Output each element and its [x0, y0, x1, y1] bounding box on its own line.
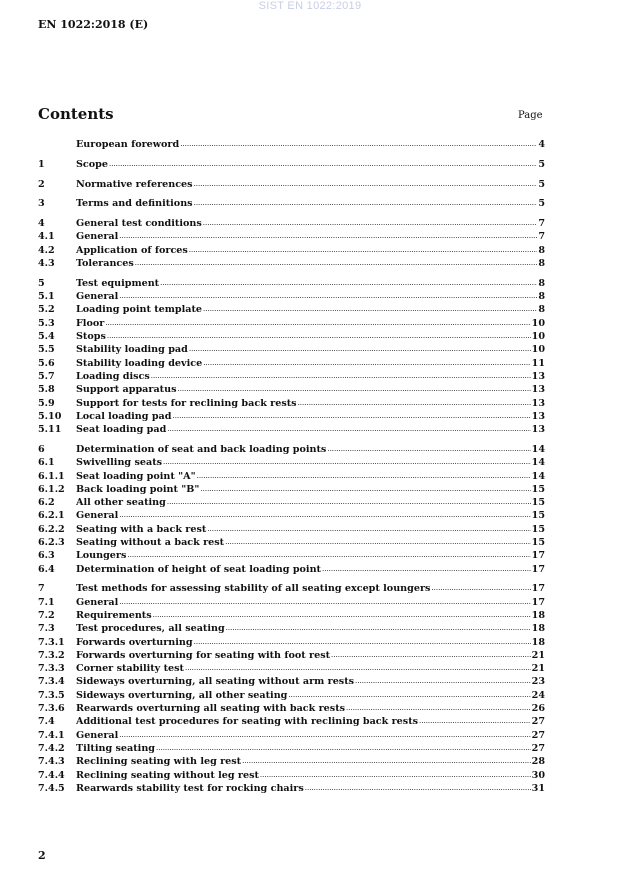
toc-entry-number: 5.1	[38, 291, 55, 303]
toc-entry[interactable]	[38, 178, 545, 191]
toc-entry-number: 6.2.3	[38, 537, 65, 549]
toc-entry[interactable]	[38, 383, 545, 396]
dot-leader	[225, 536, 531, 549]
toc-entry-title: Stability loading pad	[76, 344, 188, 356]
toc-entry-page: 8	[538, 291, 545, 303]
toc-entry-title: General test conditions	[76, 218, 202, 230]
toc-entry-page: 13	[531, 424, 545, 436]
toc-entry-page: 27	[531, 742, 545, 754]
toc-entry-page: 30	[531, 769, 545, 781]
toc-entry-page: 18	[531, 636, 545, 648]
toc-entry-page: 14	[531, 443, 545, 455]
toc-entry[interactable]	[38, 675, 545, 688]
toc-entry-title: Rearwards stability test for rocking chairs	[76, 782, 304, 794]
toc-entry-title: All other seating	[76, 497, 166, 509]
toc-entry-number: 5.9	[38, 397, 55, 409]
toc-entry-number: 7.4.4	[38, 769, 65, 781]
toc-entry-number: 5.11	[38, 424, 62, 436]
dot-leader	[322, 563, 531, 576]
toc-entry-number: 5.5	[38, 344, 55, 356]
toc-entry-number: 3	[38, 198, 45, 210]
dot-leader	[305, 782, 531, 795]
toc-entry-number: 7.3.2	[38, 649, 65, 661]
toc-entry-number: 4.2	[38, 244, 55, 256]
toc-entry-page: 7	[538, 218, 545, 230]
toc-entry-number: 7.4.5	[38, 782, 65, 794]
toc-entry-page: 10	[531, 344, 545, 356]
toc-entry-page: 17	[531, 596, 545, 608]
toc-entry-page: 28	[531, 756, 545, 768]
toc-entry[interactable]	[38, 582, 545, 595]
toc-entry-page: 15	[531, 537, 545, 549]
toc-entry-page: 8	[538, 244, 545, 256]
toc-entry-page: 21	[531, 663, 545, 675]
toc-entry-page: 5	[538, 178, 545, 190]
toc-entry[interactable]	[38, 456, 545, 469]
toc-entry[interactable]	[38, 343, 545, 356]
toc-entry-page: 18	[531, 610, 545, 621]
toc-entry[interactable]	[38, 244, 545, 257]
toc-entry-title: Support apparatus	[76, 384, 177, 396]
toc-entry-number: 7.3.3	[38, 663, 65, 675]
toc-entry-number: 6.2.2	[38, 523, 65, 535]
toc-entry-title: Sideways overturning, all other seating	[76, 689, 288, 701]
toc-entry[interactable]	[38, 330, 545, 343]
toc-entry[interactable]	[38, 622, 545, 635]
toc-entry-title: Seat loading point "A"	[76, 470, 196, 482]
toc-entry-number: 5.6	[38, 357, 55, 369]
toc-entry-page: 31	[531, 782, 545, 794]
dot-leader	[194, 636, 531, 649]
toc-entry[interactable]	[38, 536, 545, 549]
toc-entry-number: 6.1.2	[38, 483, 65, 495]
dot-leader	[194, 197, 538, 210]
toc-entry[interactable]	[38, 277, 545, 290]
toc-entry-title: General	[76, 231, 119, 243]
toc-entry-title: Terms and definitions	[76, 198, 193, 210]
toc-entry-number: 7.4.2	[38, 742, 65, 754]
toc-entry[interactable]	[38, 197, 545, 210]
toc-entry-title: Determination of height of seat loading point	[76, 563, 321, 575]
toc-entry-title: General	[76, 291, 119, 303]
dot-leader	[153, 609, 531, 622]
dot-leader	[163, 456, 531, 469]
toc-entry[interactable]	[38, 742, 545, 755]
toc-entry-number: 5.7	[38, 370, 55, 382]
dot-leader	[160, 277, 537, 290]
toc-entry-page: 13	[531, 384, 545, 396]
toc-entry-number: 1	[38, 158, 45, 170]
toc-entry-page: 13	[531, 370, 545, 382]
toc-entry-page: 5	[538, 198, 545, 210]
toc-entry[interactable]	[38, 483, 545, 496]
dot-leader	[119, 290, 537, 303]
toc-entry-number: 7.4.1	[38, 729, 65, 741]
toc-entry-number: 7.2	[38, 610, 55, 621]
toc-entry-number: 7.3.6	[38, 703, 65, 715]
toc-entry-number: 5.8	[38, 384, 55, 396]
toc-entry-title: Seating with a back rest	[76, 523, 207, 535]
toc-entry-title: Reclining seating with leg rest	[76, 756, 242, 768]
toc-entry-title: Tilting seating	[76, 742, 156, 754]
toc-entry-number: 7.4.3	[38, 756, 65, 768]
toc-entry[interactable]	[38, 290, 545, 303]
toc-entry-title: Loungers	[76, 550, 127, 562]
toc-entry-page: 21	[531, 649, 545, 661]
toc-entry[interactable]	[38, 443, 545, 456]
toc-entry-title: General	[76, 729, 119, 741]
toc-entry-title: Seating without a back rest	[76, 537, 225, 549]
toc-entry-number: 5.2	[38, 304, 55, 316]
toc-entry-title: Rearwards overturning all seating with back rests	[76, 703, 346, 715]
toc-entry-page: 8	[538, 277, 545, 289]
dot-leader	[105, 317, 530, 330]
toc-entry-page: 17	[531, 563, 545, 575]
dot-leader	[327, 443, 530, 456]
toc-entry-number: 5	[38, 277, 45, 289]
toc-entry-number: 6	[38, 443, 45, 455]
toc-entry-number: 2	[38, 178, 45, 190]
toc-entry-title: Stability loading device	[76, 357, 203, 369]
toc-entry-title: Local loading pad	[76, 410, 172, 422]
dot-leader	[127, 549, 530, 562]
dot-leader	[107, 330, 531, 343]
toc-entry-number: 6.1.1	[38, 470, 65, 482]
dot-leader	[260, 769, 531, 782]
toc-entry[interactable]	[38, 662, 545, 675]
toc-entry-page: 10	[531, 331, 545, 343]
toc-entry[interactable]	[38, 755, 545, 768]
dot-leader	[119, 729, 530, 742]
toc-entry-page: 13	[531, 397, 545, 409]
toc-entry[interactable]	[38, 217, 545, 230]
dot-leader	[135, 257, 538, 270]
dot-leader	[207, 523, 530, 536]
toc-entry-title: Stops	[76, 331, 106, 343]
dot-leader	[151, 370, 531, 383]
toc-entry[interactable]	[38, 509, 545, 522]
toc-entry-number: 6.2	[38, 497, 55, 509]
table-of-contents	[38, 138, 545, 795]
toc-entry[interactable]	[38, 410, 545, 423]
toc-entry[interactable]	[38, 230, 545, 243]
toc-entry[interactable]	[38, 563, 545, 576]
dot-leader	[177, 383, 530, 396]
dot-leader	[298, 397, 531, 410]
toc-entry-title: Test procedures, all seating	[76, 623, 225, 635]
toc-entry-title: Test methods for assessing stability of all seating except loungers	[76, 583, 431, 595]
toc-entry[interactable]	[38, 317, 545, 330]
toc-entry-number: 7.3.5	[38, 689, 65, 701]
toc-entry[interactable]	[38, 523, 545, 536]
toc-entry[interactable]	[38, 496, 545, 509]
toc-entry[interactable]	[38, 729, 545, 742]
toc-entry[interactable]	[38, 158, 545, 171]
dot-leader	[419, 715, 531, 728]
toc-entry-title: General	[76, 510, 119, 522]
toc-entry-title: European foreword	[76, 139, 180, 150]
toc-entry-page: 27	[531, 729, 545, 741]
dot-leader	[203, 217, 538, 230]
toc-entry-page: 17	[531, 583, 545, 595]
toc-entry-number: 7.1	[38, 596, 55, 608]
page-title: Contents	[38, 105, 114, 123]
toc-entry-title: Tolerances	[76, 258, 134, 270]
toc-entry[interactable]	[38, 357, 545, 370]
toc-entry-title: Forwards overturning	[76, 636, 193, 648]
toc-entry-page: 14	[531, 457, 545, 469]
toc-entry-number: 7	[38, 583, 45, 595]
dot-leader	[167, 496, 531, 509]
toc-entry-number: 7.4	[38, 716, 55, 728]
toc-entry-title: Loading discs	[76, 370, 150, 382]
toc-entry-title: Application of forces	[76, 244, 188, 256]
toc-entry[interactable]	[38, 702, 545, 715]
toc-entry-title: Normative references	[76, 178, 193, 190]
dot-leader	[156, 742, 531, 755]
toc-entry-number: 6.3	[38, 550, 55, 562]
page-column-label: Page	[518, 110, 543, 121]
dot-leader	[226, 622, 531, 635]
dot-leader	[180, 138, 537, 151]
toc-entry[interactable]	[38, 782, 545, 795]
toc-entry[interactable]	[38, 715, 545, 728]
toc-entry-title: Floor	[76, 317, 105, 329]
dot-leader	[109, 158, 537, 171]
toc-entry-number: 4.3	[38, 258, 55, 270]
toc-entry-number: 7.3.4	[38, 676, 65, 688]
toc-entry-page: 10	[531, 317, 545, 329]
document-id: EN 1022:2018 (E)	[38, 18, 149, 31]
toc-entry-page: 26	[531, 703, 545, 715]
dot-leader	[119, 509, 530, 522]
toc-entry[interactable]	[38, 769, 545, 782]
dot-leader	[189, 244, 538, 257]
page-number: 2	[38, 849, 46, 862]
dot-leader	[288, 689, 530, 702]
toc-entry-title: Determination of seat and back loading points	[76, 443, 327, 455]
toc-entry-page: 15	[531, 523, 545, 535]
toc-entry-title: General	[76, 596, 119, 608]
toc-entry-title: Scope	[76, 158, 108, 170]
toc-entry[interactable]	[38, 689, 545, 702]
toc-entry[interactable]	[38, 636, 545, 649]
toc-entry-page: 27	[531, 716, 545, 728]
toc-entry-number: 5.3	[38, 317, 55, 329]
toc-entry-title: Sideways overturning, all seating without arm rests	[76, 676, 355, 688]
toc-entry[interactable]	[38, 609, 545, 622]
toc-entry-page: 8	[538, 258, 545, 270]
dot-leader	[331, 649, 531, 662]
toc-entry-number: 7.3	[38, 623, 55, 635]
dot-leader	[203, 357, 530, 370]
toc-entry-number: 6.4	[38, 563, 55, 575]
toc-entry-number: 4.1	[38, 231, 55, 243]
dot-leader	[167, 423, 530, 436]
dot-leader	[197, 470, 531, 483]
dot-leader	[185, 662, 531, 675]
dot-leader	[194, 178, 538, 191]
toc-entry-title: Corner stability test	[76, 663, 184, 675]
dot-leader	[119, 230, 537, 243]
dot-leader	[431, 582, 530, 595]
toc-entry-page: 15	[531, 483, 545, 495]
toc-entry-title: Seat loading pad	[76, 424, 167, 436]
toc-entry[interactable]	[38, 596, 545, 609]
toc-entry[interactable]	[38, 257, 545, 270]
toc-entry-title: Additional test procedures for seating with reclining back rests	[76, 716, 419, 728]
toc-entry-title: Test equipment	[76, 277, 160, 289]
dot-leader	[172, 410, 530, 423]
toc-entry-page: 4	[538, 139, 545, 150]
toc-entry[interactable]	[38, 370, 545, 383]
toc-entry[interactable]	[38, 549, 545, 562]
watermark: SIST EN 1022:2019	[258, 0, 362, 12]
toc-entry-page: 7	[538, 231, 545, 243]
toc-entry-title: Reclining seating without leg rest	[76, 769, 259, 781]
toc-entry-page: 18	[531, 623, 545, 635]
toc-entry-title: Forwards overturning for seating with foot rest	[76, 649, 331, 661]
toc-entry-title: Swivelling seats	[76, 457, 163, 469]
toc-entry-page: 15	[531, 497, 545, 509]
toc-entry[interactable]	[38, 470, 545, 483]
toc-entry-page: 14	[531, 470, 545, 482]
dot-leader	[346, 702, 531, 715]
dot-leader	[242, 755, 531, 768]
toc-entry[interactable]	[38, 423, 545, 436]
toc-entry[interactable]	[38, 397, 545, 410]
toc-entry-page: 5	[538, 158, 545, 170]
toc-entry-page: 23	[531, 676, 545, 688]
toc-entry-page: 24	[531, 689, 545, 701]
toc-entry-number: 6.2.1	[38, 510, 65, 522]
toc-entry-number: 6.1	[38, 457, 55, 469]
dot-leader	[200, 483, 530, 496]
dot-leader	[203, 303, 537, 316]
toc-entry[interactable]	[38, 649, 545, 662]
toc-entry-page: 13	[531, 410, 545, 422]
toc-entry-page: 11	[531, 357, 545, 369]
dot-leader	[355, 675, 531, 688]
toc-entry-page: 17	[531, 550, 545, 562]
toc-entry-title: Back loading point "B"	[76, 483, 200, 495]
toc-entry-title: Requirements	[76, 610, 152, 621]
toc-entry-number: 7.3.1	[38, 636, 65, 648]
toc-entry-number: 4	[38, 218, 45, 230]
dot-leader	[189, 343, 531, 356]
dot-leader	[119, 596, 530, 609]
toc-entry-number: 5.4	[38, 331, 55, 343]
toc-entry-number: 5.10	[38, 410, 62, 422]
toc-entry-title: Support for tests for reclining back rests	[76, 397, 297, 409]
toc-entry[interactable]	[38, 138, 545, 151]
toc-entry-page: 8	[538, 304, 545, 316]
toc-entry-title: Loading point template	[76, 304, 203, 316]
toc-entry-page: 15	[531, 510, 545, 522]
toc-entry[interactable]	[38, 303, 545, 316]
